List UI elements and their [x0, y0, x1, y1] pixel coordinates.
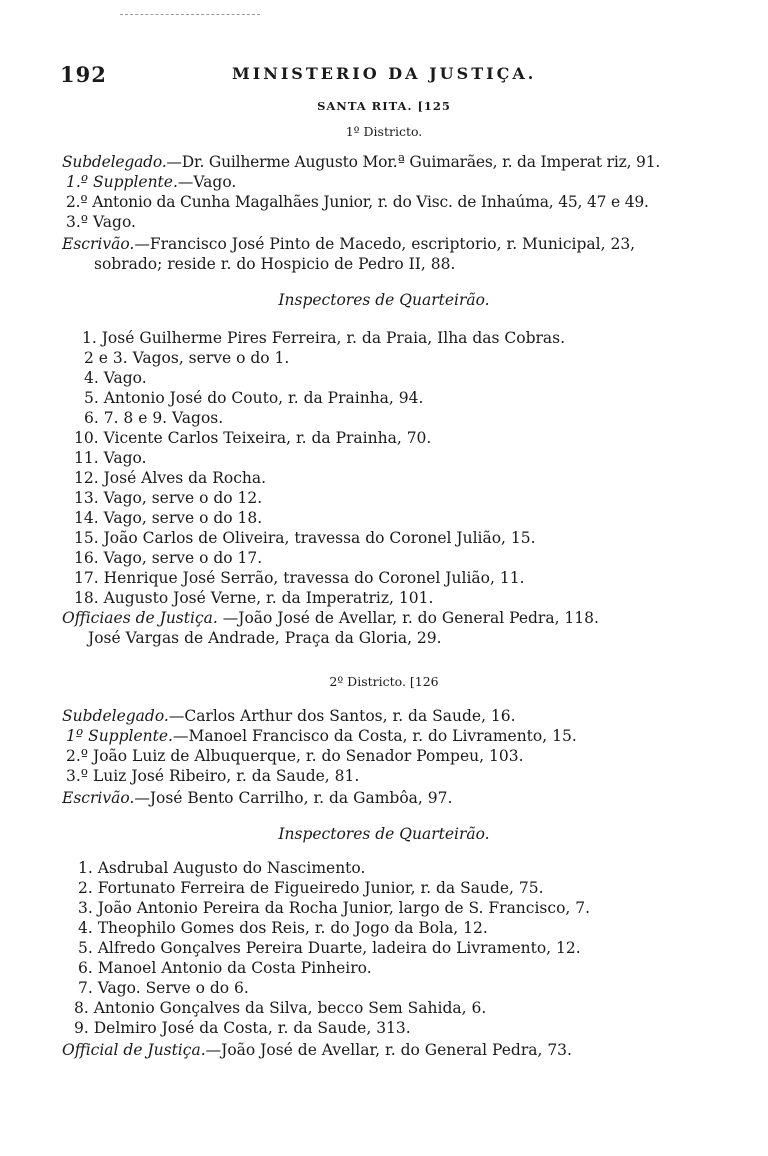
d1-inspector-row: 13. Vago, serve o do 12. [74, 489, 263, 507]
d1-official-2: José Vargas de Andrade, Praça da Gloria, 29. [88, 629, 442, 647]
d2-supplente-3-text: Luiz José Ribeiro, r. da Saude, 81. [93, 767, 360, 785]
d2-inspector-row: 2. Fortunato Ferreira de Figueiredo Junior, r. da Saude, 75. [78, 879, 544, 897]
d1-supplente-1-text: —Vago. [177, 173, 237, 191]
d1-inspector-row: 14. Vago, serve o do 18. [74, 509, 263, 527]
d1-escrivao-cont: sobrado; reside r. do Hospicio de Pedro II, 88. [94, 255, 456, 273]
page-number: 192 [60, 62, 107, 87]
d1-supplente-1 [66, 172, 236, 192]
d2-inspector-row: 4. Theophilo Gomes dos Reis, r. do Jogo da Bola, 12. [78, 919, 488, 937]
d2-supplente-3-label: 3.º [66, 767, 89, 785]
scan-artifact [120, 14, 260, 15]
d2-escrivao [62, 788, 452, 808]
d2-inspector-row: 7. Vago. Serve o do 6. [78, 979, 249, 997]
d1-inspectors-title: Inspectores de Quarteirão. [278, 291, 490, 309]
running-title: MINISTERIO DA JUSTIÇA. [232, 64, 537, 83]
d2-inspector-row: 9. Delmiro José da Costa, r. da Saude, 313. [74, 1019, 411, 1037]
d1-officials [62, 608, 599, 628]
d2-inspector-row: 1. Asdrubal Augusto do Nascimento. [78, 859, 366, 877]
d2-subdelegado [62, 706, 516, 726]
d2-inspector-row: 8. Antonio Gonçalves da Silva, becco Sem Sahida, 6. [74, 999, 487, 1017]
d1-supplente-3 [66, 212, 136, 232]
d2-official-1: —João José de Avellar, r. do General Pedra, 73. [205, 1041, 572, 1059]
d2-supplente-2-label: 2.º [66, 747, 89, 765]
d1-supplente-1-label: 1.º Supplente. [66, 173, 178, 191]
d1-subdelegado-label: Subdelegado. [62, 153, 167, 171]
d1-inspector-row: 17. Henrique José Serrão, travessa do Coronel Julião, 11. [74, 569, 525, 587]
d1-inspector-row: 1. José Guilherme Pires Ferreira, r. da Praia, Ilha das Cobras. [82, 329, 566, 347]
d1-supplente-2 [66, 192, 649, 212]
d1-inspector-row: 12. José Alves da Rocha. [74, 469, 267, 487]
d1-inspector-row: 5. Antonio José do Couto, r. da Prainha, 94. [84, 389, 424, 407]
d2-supplente-3 [66, 766, 359, 786]
d1-supplente-3-label: 3.º [66, 213, 89, 231]
d2-officials-label: Official de Justiça. [62, 1041, 206, 1059]
d1-supplente-2-label: 2.º [66, 193, 88, 211]
d2-officials [62, 1040, 572, 1060]
d2-inspector-row: 3. João Antonio Pereira da Rocha Junior, largo de S. Francisco, 7. [78, 899, 591, 917]
district-1-title: 1º Districto. [345, 124, 423, 139]
district-2-title: 2º Districto. [126 [329, 674, 439, 689]
d2-inspector-row: 5. Alfredo Gonçalves Pereira Duarte, ladeira do Livramento, 12. [78, 939, 581, 957]
d2-supplente-1 [66, 726, 577, 746]
d2-supplente-1-text: —Manoel Francisco da Costa, r. do Livramento, 15. [172, 727, 577, 745]
d2-subdelegado-label: Subdelegado. [62, 707, 169, 725]
d1-subdelegado [62, 152, 660, 172]
d1-inspector-row: 6. 7. 8 e 9. Vagos. [84, 409, 224, 427]
parish-heading: SANTA RITA. [125 [317, 99, 451, 113]
d2-inspectors-title: Inspectores de Quarteirão. [278, 825, 490, 843]
d1-escrivao-label: Escrivão. [62, 235, 135, 253]
d1-escrivao-text: —Francisco José Pinto de Macedo, escriptorio, r. Municipal, 23, [134, 235, 636, 253]
d1-supplente-3-text: Vago. [93, 213, 136, 231]
d1-supplente-2-text: Antonio da Cunha Magalhães Junior, r. do Visc. de Inhaúma, 45, 47 e 49. [92, 193, 649, 211]
d1-inspector-row: 18. Augusto José Verne, r. da Imperatriz, 101. [74, 589, 434, 607]
d1-inspector-row: 10. Vicente Carlos Teixeira, r. da Prainha, 70. [74, 429, 432, 447]
d2-escrivao-text: —José Bento Carrilho, r. da Gambôa, 97. [134, 789, 453, 807]
d2-inspector-row: 6. Manoel Antonio da Costa Pinheiro. [78, 959, 372, 977]
d1-inspector-row: 16. Vago, serve o do 17. [74, 549, 263, 567]
d2-supplente-1-label: 1º Supplente. [66, 727, 173, 745]
d1-escrivao [62, 234, 635, 254]
d2-supplente-2-text: João Luiz de Albuquerque, r. do Senador Pompeu, 103. [93, 747, 524, 765]
d1-subdelegado-text: —Dr. Guilherme Augusto Mor.ª Guimarães, r. da Imperat riz, 91. [166, 153, 661, 171]
d2-escrivao-label: Escrivão. [62, 789, 135, 807]
d1-officials-label: Officiaes de Justiça. [62, 609, 218, 627]
d1-inspector-row: 15. João Carlos de Oliveira, travessa do Coronel Julião, 15. [74, 529, 536, 547]
d1-official-1: —João José de Avellar, r. do General Pedra, 118. [222, 609, 599, 627]
d1-inspector-row: 2 e 3. Vagos, serve o do 1. [84, 349, 290, 367]
d1-inspector-row: 4. Vago. [84, 369, 147, 387]
page-header [60, 62, 710, 86]
d1-inspector-row: 11. Vago. [74, 449, 147, 467]
d2-supplente-2 [66, 746, 524, 766]
d2-subdelegado-text: —Carlos Arthur dos Santos, r. da Saude, 16. [168, 707, 516, 725]
